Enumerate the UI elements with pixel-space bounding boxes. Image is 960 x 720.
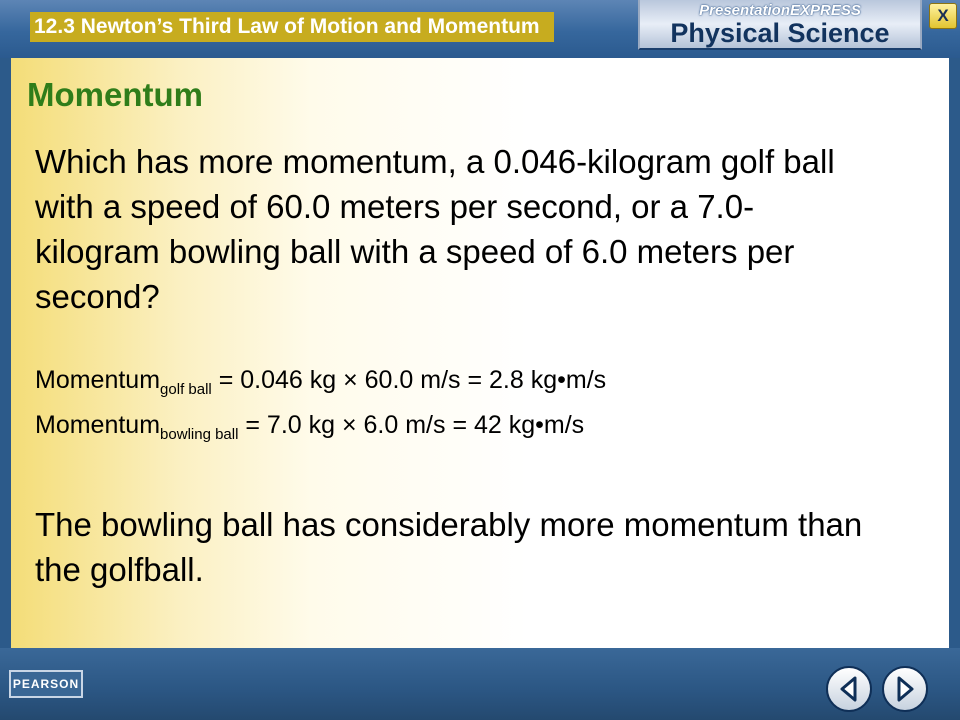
slide-heading: Momentum xyxy=(27,76,203,113)
section-number: 12.3 xyxy=(34,15,75,38)
equation-label: Momentum xyxy=(35,411,161,439)
equation-subscript: golf ball xyxy=(160,381,212,398)
section-title-text: Newton’s Third Law of Motion and Momentum xyxy=(80,15,540,38)
question-text: Which has more momentum, a 0.046-kilogram golf ball with a speed of 60.0 meters per second, or a 7.0-kilogram bowling ball with a speed of 6.0 meters per second? xyxy=(35,143,835,315)
chevron-left-icon xyxy=(838,676,860,702)
top-bar xyxy=(0,0,960,58)
brand-title: Physical Science xyxy=(670,18,890,48)
close-button[interactable]: X xyxy=(929,3,957,29)
brand-logo xyxy=(638,0,922,50)
brand-subtitle: PresentationEXPRESS xyxy=(699,2,861,19)
bottom-bar xyxy=(0,648,960,720)
equation-expression: = 7.0 kg × 6.0 m/s = 42 kg•m/s xyxy=(238,411,585,439)
equation-subscript: bowling ball xyxy=(160,426,239,443)
equation-golf-ball xyxy=(35,366,606,398)
next-slide-button[interactable] xyxy=(882,666,928,712)
slide-content xyxy=(11,58,949,648)
equation-expression: = 0.046 kg × 60.0 m/s = 2.8 kg•m/s xyxy=(211,366,607,394)
previous-slide-button[interactable] xyxy=(826,666,872,712)
equation-bowling-ball xyxy=(35,411,584,443)
pearson-logo: PEARSON xyxy=(9,670,83,698)
answer-text: The bowling ball has considerably more momentum than the golfball. xyxy=(35,506,863,588)
section-title xyxy=(30,12,554,42)
equation-label: Momentum xyxy=(35,366,161,394)
chevron-right-icon xyxy=(894,676,916,702)
